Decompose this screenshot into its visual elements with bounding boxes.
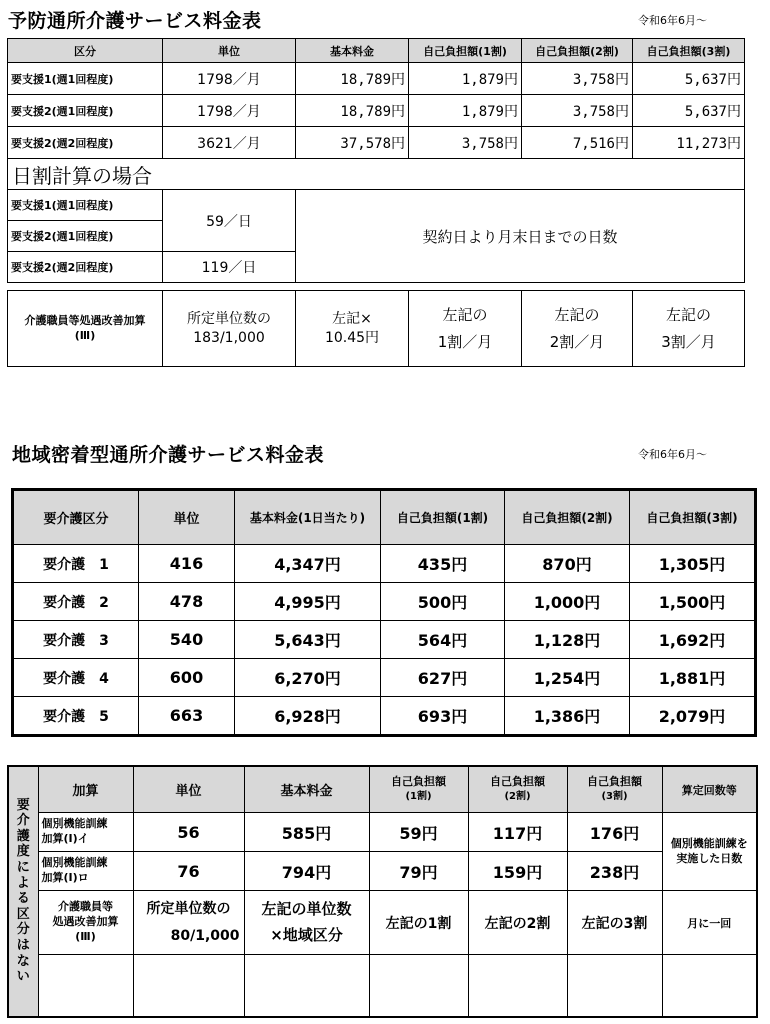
daily-row-label: 要支援2(週2回程度): [8, 252, 163, 283]
addon-copay-1: 左記の 1割／月: [409, 291, 522, 367]
header-copay-2: 自己負担額(2割): [522, 39, 633, 63]
addon-copay-2: 左記の 2割／月: [522, 291, 633, 367]
community-fee-table: [11, 488, 757, 737]
row-level: 要介護 4: [13, 659, 139, 697]
header-unit: 単位: [163, 39, 296, 63]
row-copay-1: 693円: [381, 697, 505, 736]
row-copay-2: 3,758円: [522, 95, 633, 127]
row-unit: 1798／月: [163, 95, 296, 127]
row-base: 585円: [244, 813, 369, 852]
row-unit: 663: [139, 697, 235, 736]
table-row: [13, 659, 756, 697]
row-base: 18,789円: [296, 95, 409, 127]
header-base-fee: 基本料金: [296, 39, 409, 63]
row-level: 要介護 1: [13, 545, 139, 583]
addon-unit: 所定単位数の 80/1,000: [133, 891, 244, 955]
row-copay-2: 7,516円: [522, 127, 633, 159]
row-copay-3: 1,881円: [630, 659, 756, 697]
row-level: 要介護 3: [13, 621, 139, 659]
daily-unit-b: 119／日: [163, 252, 296, 283]
daily-row: [8, 190, 745, 221]
addon-fee-table: [7, 765, 758, 1018]
row-unit: 540: [139, 621, 235, 659]
row-copay-2: 117円: [468, 813, 567, 852]
header-copay-1: 自己負担額 (1割): [369, 766, 468, 813]
row-copay-2: 1,000円: [505, 583, 630, 621]
row-unit: 1798／月: [163, 63, 296, 95]
row-base: 6,270円: [235, 659, 381, 697]
row-addon-name: 個別機能訓練 加算(Ⅰ)イ: [38, 813, 133, 852]
row-copay-3: 1,500円: [630, 583, 756, 621]
row-base: 37,578円: [296, 127, 409, 159]
header-copay-2: 自己負担額 (2割): [468, 766, 567, 813]
row-addon-name: 個別機能訓練 加算(Ⅰ)ロ: [38, 852, 133, 891]
addon-row: [8, 891, 757, 955]
row-copay-3: 5,637円: [633, 63, 745, 95]
row-label: 要支援1(週1回程度): [8, 63, 163, 95]
daily-row-label: 要支援2(週1回程度): [8, 221, 163, 252]
header-care-level: 要介護区分: [13, 490, 139, 545]
row-level: 要介護 5: [13, 697, 139, 736]
row-copay-2: 870円: [505, 545, 630, 583]
header-base-fee: 基本料金(1日当たり): [235, 490, 381, 545]
addon-row: [8, 291, 745, 367]
row-copay-1: 1,879円: [409, 95, 522, 127]
row-copay-1: 627円: [381, 659, 505, 697]
doc2-date: 令和6年6月〜: [638, 448, 707, 461]
header-base-fee: 基本料金: [244, 766, 369, 813]
row-copay-3: 1,305円: [630, 545, 756, 583]
row-base: 18,789円: [296, 63, 409, 95]
addon-label: 介護職員等 処遇改善加算 (Ⅲ): [38, 891, 133, 955]
addon-label: 介護職員等処遇改善加算 (Ⅲ): [8, 291, 163, 367]
doc1-title: 予防通所介護サービス料金表: [8, 10, 262, 32]
addon-copay-3: 左記の 3割／月: [633, 291, 745, 367]
row-copay-3: 5,637円: [633, 95, 745, 127]
row-copay-1: 564円: [381, 621, 505, 659]
table-header-row: [8, 39, 745, 63]
row-unit: 3621／月: [163, 127, 296, 159]
row-base: 6,928円: [235, 697, 381, 736]
row-copay-3: 176円: [567, 813, 662, 852]
table-row: [8, 852, 757, 891]
row-base: 4,347円: [235, 545, 381, 583]
row-unit: 478: [139, 583, 235, 621]
table-header-row: [13, 490, 756, 545]
row-unit: 416: [139, 545, 235, 583]
header-copay-3: 自己負担額 (3割): [567, 766, 662, 813]
header-copay-3: 自己負担額(3割): [633, 39, 745, 63]
row-base: 4,995円: [235, 583, 381, 621]
row-copay-2: 1,128円: [505, 621, 630, 659]
addon-unit: 所定単位数の 183/1,000: [163, 291, 296, 367]
row-copay-3: 1,692円: [630, 621, 756, 659]
row-copay-1: 79円: [369, 852, 468, 891]
addon-base: 左記の単位数 ×地域区分: [244, 891, 369, 955]
table-row: [8, 127, 745, 159]
row-unit: 600: [139, 659, 235, 697]
preventive-fee-table: [7, 38, 745, 367]
row-copay-1: 3,758円: [409, 127, 522, 159]
row-copay-1: 500円: [381, 583, 505, 621]
doc2-title: 地域密着型通所介護サービス料金表: [12, 444, 325, 466]
row-copay-1: 435円: [381, 545, 505, 583]
addon-count: 月に一回: [662, 891, 757, 955]
row-copay-2: 159円: [468, 852, 567, 891]
table-header-row: [8, 766, 757, 813]
row-base: 5,643円: [235, 621, 381, 659]
row-copay-1: 59円: [369, 813, 468, 852]
row-copay-3: 238円: [567, 852, 662, 891]
row-unit: 56: [133, 813, 244, 852]
daily-unit-a: 59／日: [163, 190, 296, 252]
row-label: 要支援2(週2回程度): [8, 127, 163, 159]
training-count-note: 個別機能訓練を 実施した日数: [662, 813, 757, 891]
header-copay-1: 自己負担額(1割): [381, 490, 505, 545]
row-unit: 76: [133, 852, 244, 891]
table-row: [13, 621, 756, 659]
header-unit: 単位: [139, 490, 235, 545]
table-row: [8, 63, 745, 95]
table-row: [8, 813, 757, 852]
empty-row: [8, 955, 757, 1017]
header-copay-1: 自己負担額(1割): [409, 39, 522, 63]
table-row: [13, 697, 756, 736]
row-copay-2: 3,758円: [522, 63, 633, 95]
row-copay-3: 11,273円: [633, 127, 745, 159]
table-row: [13, 545, 756, 583]
row-copay-2: 1,386円: [505, 697, 630, 736]
table-row: [8, 95, 745, 127]
row-level: 要介護 2: [13, 583, 139, 621]
addon-copay-3: 左記の3割: [567, 891, 662, 955]
doc1-date: 令和6年6月〜: [638, 14, 707, 27]
row-label: 要支援2(週1回程度): [8, 95, 163, 127]
addon-copay-2: 左記の2割: [468, 891, 567, 955]
header-copay-2: 自己負担額(2割): [505, 490, 630, 545]
table-row: [13, 583, 756, 621]
header-count: 算定回数等: [662, 766, 757, 813]
daily-section-title: 日割計算の場合: [8, 159, 745, 190]
header-category: 区分: [8, 39, 163, 63]
row-copay-2: 1,254円: [505, 659, 630, 697]
addon-base: 左記× 10.45円: [296, 291, 409, 367]
side-label: 要 介 護 度 に よ る 区 分 は な い: [8, 766, 38, 1017]
header-copay-3: 自己負担額(3割): [630, 490, 756, 545]
daily-row-label: 要支援1(週1回程度): [8, 190, 163, 221]
header-addon: 加算: [38, 766, 133, 813]
header-unit: 単位: [133, 766, 244, 813]
daily-note: 契約日より月末日までの日数: [296, 190, 745, 283]
row-copay-3: 2,079円: [630, 697, 756, 736]
row-copay-1: 1,879円: [409, 63, 522, 95]
addon-copay-1: 左記の1割: [369, 891, 468, 955]
row-base: 794円: [244, 852, 369, 891]
